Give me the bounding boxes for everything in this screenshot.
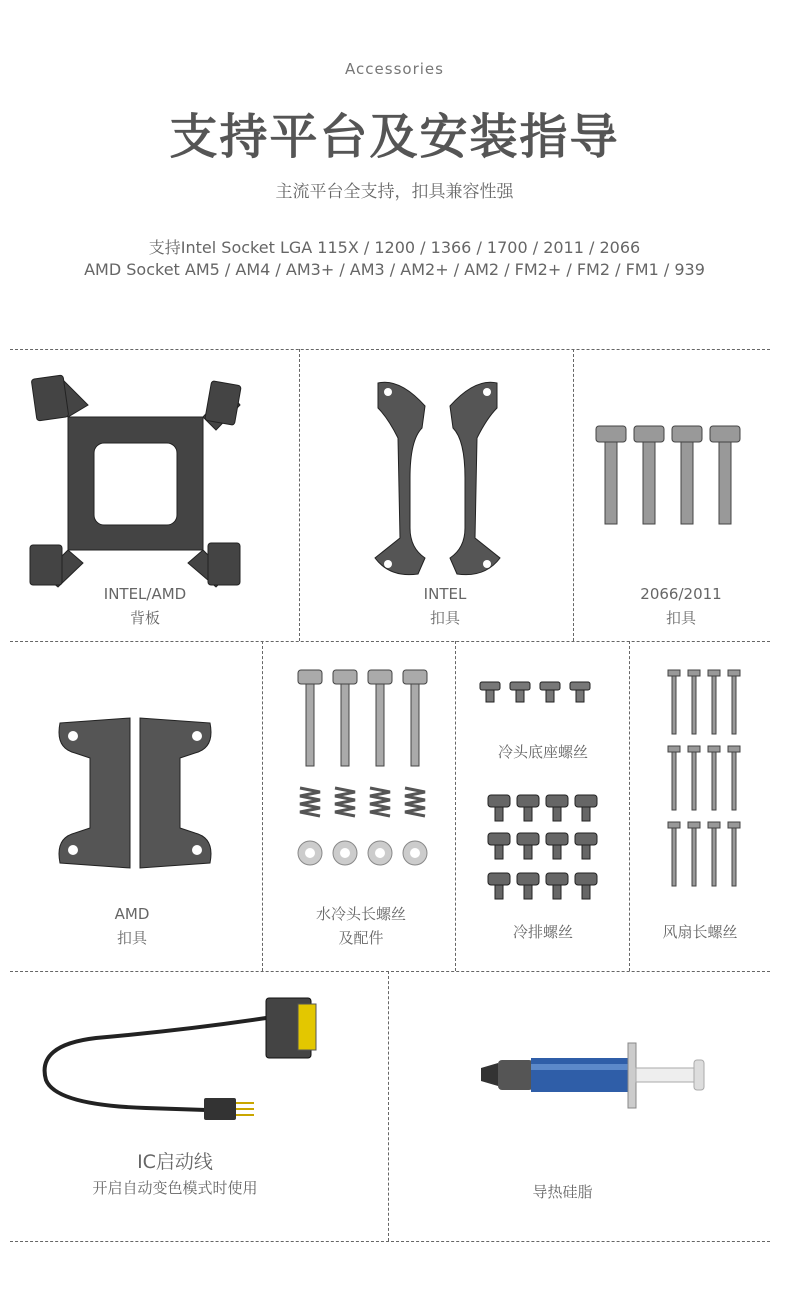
grid-line-row1 <box>10 641 770 642</box>
caption-line1: INTEL/AMD <box>103 585 187 603</box>
amd-bracket-caption <box>47 902 217 950</box>
backplate-image <box>28 375 243 590</box>
ic-cable-image <box>36 990 336 1130</box>
thermal-paste-image <box>476 1038 711 1113</box>
grid-line-bottom <box>10 1241 770 1242</box>
caption-line1: 风扇长螺丝 <box>662 923 738 941</box>
radiator-screws-caption <box>456 920 630 944</box>
grid-line-top <box>10 349 770 350</box>
grid-divider <box>262 641 263 971</box>
fan-screws-image <box>665 668 750 890</box>
grid-divider <box>299 349 300 641</box>
page-title: 支持平台及安装指导 <box>169 109 620 165</box>
amd-support-line: AMD Socket AM5 / AM4 / AM3+ / AM3 / AM2+ / AM2 / FM2+ / FM2 / FM1 / 939 <box>84 260 705 279</box>
caption-line1: INTEL <box>423 585 467 603</box>
caption-line1: 水冷头长螺丝 <box>315 905 406 923</box>
intel-support-line: 支持Intel Socket LGA 115X / 1200 / 1366 / 1700 / 2011 / 2066 <box>148 238 641 257</box>
fan-screws-caption <box>630 920 770 944</box>
caption-line1: 2066/2011 <box>640 585 722 603</box>
amd-bracket-image <box>55 718 215 868</box>
intel-bracket-image <box>370 378 505 578</box>
grid-line-row2 <box>10 971 770 972</box>
eyebrow-label: Accessories <box>345 60 444 78</box>
caption-line2: 扣具 <box>665 609 696 627</box>
intel-bracket-caption <box>360 582 530 630</box>
screws-2066-image <box>592 424 757 529</box>
caption-line1: 冷排螺丝 <box>512 923 573 941</box>
ic-cable-caption <box>40 1148 310 1200</box>
caption-line2: 背板 <box>129 609 160 627</box>
caption-line2: 扣具 <box>429 609 460 627</box>
caption-line1: AMD <box>114 905 150 923</box>
base-screws-image <box>478 680 598 706</box>
caption-line2: 扣具 <box>116 929 147 947</box>
base-screws-caption <box>456 740 630 764</box>
waterblock-screws-caption <box>276 902 446 950</box>
waterblock-screws-image <box>292 668 432 868</box>
caption-line2: 及配件 <box>338 929 384 947</box>
caption-line2: 开启自动变色模式时使用 <box>92 1179 258 1197</box>
backplate-caption <box>60 582 230 630</box>
grid-divider <box>388 971 389 1241</box>
caption-line1: IC启动线 <box>137 1151 213 1173</box>
thermal-paste-caption <box>480 1180 645 1204</box>
caption-line1: 冷头底座螺丝 <box>497 743 588 761</box>
caption-line1: 导热硅脂 <box>532 1183 593 1201</box>
screws-2066-caption <box>596 582 766 630</box>
page-subtitle: 主流平台全支持，扣具兼容性强 <box>275 182 514 202</box>
grid-divider <box>573 349 574 641</box>
radiator-screws-image <box>486 795 601 905</box>
